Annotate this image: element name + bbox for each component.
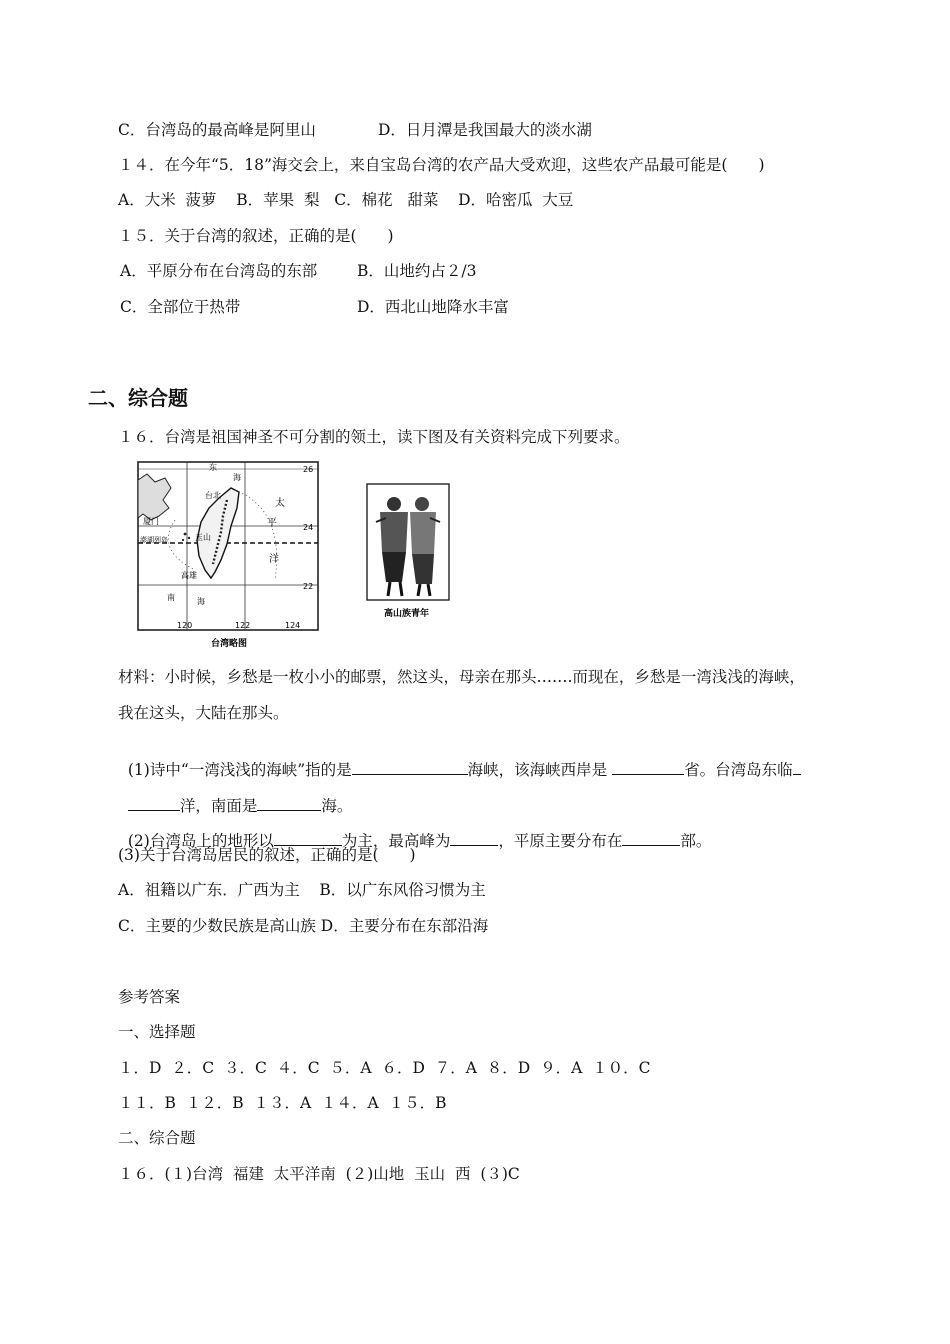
material-line-1: 材料：小时候，乡愁是一枚小小的邮票，然这头，母亲在那头…….而现在，乡愁是一湾浅浅的海峡， <box>118 668 805 686</box>
q16-p1-text-a: (1)诗中“一湾浅浅的海峡”指的是 <box>127 761 352 779</box>
q16-stem: １６．台湾是祖国神圣不可分割的领土，读下图及有关资料完成下列要求。 <box>118 428 630 446</box>
q14-options: A．大米 菠萝 B．苹果 梨 C．棉花 甜菜 D．哈密瓜 大豆 <box>118 191 574 209</box>
answers-section2: 二、综合题 <box>118 1129 196 1147</box>
q15-option-b: B．山地约占２/3 <box>357 262 477 280</box>
q15-option-d: D．西北山地降水丰富 <box>357 298 509 316</box>
map-label-pacific-3: 洋 <box>269 554 279 565</box>
material-line-2: 我在这头，大陆在那头。 <box>118 704 289 722</box>
q16-part3-options-cd: C．主要的少数民族是高山族 D．主要分布在东部沿海 <box>118 917 489 935</box>
gaoshan-photo <box>362 482 458 622</box>
map-label-penghu: 澎湖列岛 <box>140 536 168 544</box>
answer-blank-province[interactable] <box>612 758 684 775</box>
map-lon-122: 122 <box>235 621 251 630</box>
q16-part3-options-ab: A．祖籍以广东．广西为主 B．以广东风俗习惯为主 <box>118 881 486 899</box>
answers-row2: １１．B １２．B １３．A １４．A １５．B <box>118 1094 447 1112</box>
q13-option-d: D．日月潭是我国最大的淡水湖 <box>378 121 592 139</box>
answer-blank-peak[interactable] <box>450 829 498 846</box>
map-label-kaohsiung: 高雄 <box>181 571 197 580</box>
q16-p2-text-b: 为主，最高峰为 <box>341 832 451 850</box>
q16-part3-stem: (3)关于台湾岛居民的叙述，正确的是( ) <box>118 846 416 864</box>
answer-blank-strait[interactable] <box>352 758 468 775</box>
q16-p1-text-d: 洋，南面是 <box>179 797 258 815</box>
map-label-pacific-2: 平 <box>267 518 277 529</box>
map-label-south: 南 <box>167 593 175 602</box>
taiwan-map-figure <box>135 460 325 650</box>
answer-blank-ocean-start[interactable] <box>793 758 801 775</box>
answers-section1: 一、选择题 <box>118 1023 196 1041</box>
photo-caption: 高山族青年 <box>384 609 430 619</box>
answer-blank-terrain[interactable] <box>274 829 342 846</box>
map-caption: 台湾略图 <box>211 639 248 649</box>
map-label-east: 东 <box>209 463 217 472</box>
q16-p2-text-a: (2)台湾岛上的地形以 <box>127 832 274 850</box>
q16-p2-text-c: ，平原主要分布在 <box>498 832 623 850</box>
q16-p1-text-e: 海。 <box>321 797 353 815</box>
map-label-yushan: 玉山 <box>195 533 211 542</box>
gaoshan-photo-figure <box>362 482 458 622</box>
map-label-xiamen: 厦门 <box>143 517 159 526</box>
answers-row3: １６．(１)台湾 福建 太平洋南 (２)山地 玉山 西 (３)C <box>118 1165 520 1183</box>
map-lat-22: 22 <box>303 582 314 591</box>
q15-option-a: A．平原分布在台湾岛的东部 <box>120 262 318 280</box>
q16-p2-text-d: 部。 <box>680 832 712 850</box>
q16-p1-text-b: 海峡，该海峡西岸是 <box>467 761 613 779</box>
taiwan-map <box>135 460 325 650</box>
map-label-sea-s: 海 <box>197 597 205 606</box>
q15-stem: １５．关于台湾的叙述，正确的是( ) <box>118 227 394 245</box>
answers-row1: １．D ２．C ３．C ４．C ５．A ６．D ７．A ８．D ９．A １０．C <box>118 1059 651 1077</box>
map-label-taipei: 台北 <box>205 491 221 500</box>
map-label-pacific-1: 太 <box>275 498 285 509</box>
map-lat-26: 26 <box>303 465 314 474</box>
q14-stem: １４．在今年“5．18”海交会上，来自宝岛台湾的农产品大受欢迎，这些农产品最可能是( ) <box>118 156 765 174</box>
map-label-sea-n: 海 <box>233 473 241 482</box>
q16-p1-text-c: 省。台湾岛东临 <box>684 761 793 779</box>
answers-title: 参考答案 <box>118 988 181 1006</box>
map-lon-124: 124 <box>285 621 301 630</box>
map-lat-24: 24 <box>303 523 314 532</box>
answer-blank-plain[interactable] <box>622 829 680 846</box>
q13-option-c: C．台湾岛的最高峰是阿里山 <box>118 121 316 139</box>
map-lon-120: 120 <box>177 621 193 630</box>
q15-option-c: C．全部位于热带 <box>120 298 241 316</box>
section-heading: 二、综合题 <box>88 386 188 410</box>
